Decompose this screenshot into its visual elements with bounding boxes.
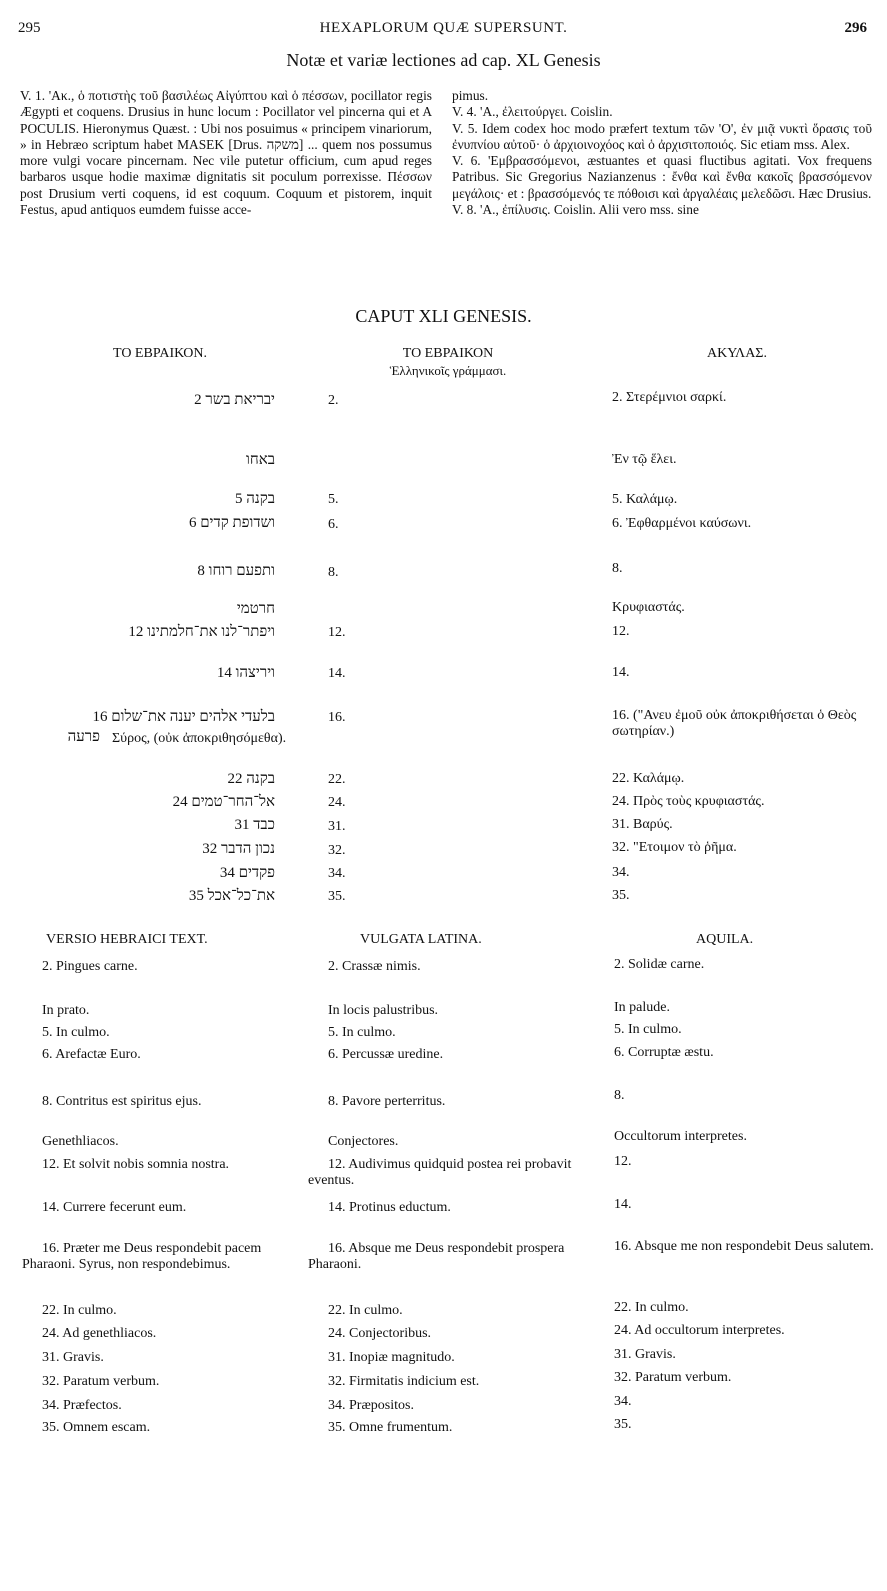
aquila-latin-cell: 31. Gravis. [614, 1347, 676, 1362]
chapter-heading: CAPUT XLI GENESIS. [355, 306, 532, 326]
versio-cell: 34. Præfectos. [42, 1398, 122, 1413]
note-paragraph: pimus. [452, 88, 489, 103]
hebrew-cell: ויפתר־לנו את־חלמתינו 12 [128, 624, 275, 640]
aquila-latin-cell: 24. Ad occultorum interpretes. [614, 1323, 785, 1338]
vulgata-cell: 8. Pavore perterritus. [328, 1094, 446, 1109]
versio-cell: 22. In culmo. [42, 1303, 117, 1318]
aquila-greek-cell: 2. Στερέμνιοι σαρκί. [612, 390, 727, 405]
aquila-greek-cell: 32. "Ετοιμον τὸ ῥῆμα. [612, 840, 737, 855]
aquila-greek-cell: 8. [612, 561, 623, 576]
hebrew-cell: באחו [246, 452, 275, 468]
hebrew-cell: חרטמי [236, 601, 275, 617]
hebrew-cell: את־כל־אכל 35 [188, 888, 275, 904]
verse-number-cell: 24. [328, 795, 346, 810]
versio-cell: 5. In culmo. [42, 1025, 110, 1040]
syriac-note-text: Σύρος, (οὐκ ἀποκριθησόμεθα). [112, 731, 287, 746]
versio-cell: 2. Pingues carne. [42, 959, 138, 974]
vulgata-cell: 2. Crassæ nimis. [328, 959, 421, 974]
vulgata-cell: 35. Omne frumentum. [328, 1420, 453, 1435]
aquila-latin-cell: 34. [614, 1394, 632, 1409]
hebrew-cell: יבריאת בשר 2 [194, 392, 275, 408]
aquila-greek-cell: 16. ("Ανευ ἐμοῦ οὐκ ἀποκριθήσεται ὁ Θεὸς σωτηρίαν.) [612, 708, 857, 739]
hebrew-cell: כבד 31 [234, 817, 275, 833]
aquila-latin-cell: 5. In culmo. [614, 1022, 682, 1037]
col-header-hebrew-greek-sub: Ἑλληνικοῖς γράμμασι. [389, 363, 507, 378]
vulgata-cell: 22. In culmo. [328, 1303, 403, 1318]
aquila-greek-cell: 12. [612, 624, 630, 639]
hebrew-cell: נכון הדבר 32 [202, 841, 275, 857]
aquila-latin-cell: 32. Paratum verbum. [614, 1370, 732, 1385]
versio-cell: 14. Currere fecerunt eum. [42, 1200, 187, 1215]
versio-cell: 6. Arefactæ Euro. [42, 1047, 141, 1062]
aquila-latin-cell: 8. [614, 1088, 625, 1103]
verse-number-cell: 35. [328, 889, 346, 904]
verse-number-cell: 12. [328, 625, 346, 640]
hebrew-cell: ויריצהו 14 [216, 665, 275, 681]
notes-left-column [20, 88, 432, 218]
note-paragraph: V. 4. 'Α., ἐλειτούργει. Coislin. [452, 104, 613, 120]
versio-cell: 16. Præter me Deus respondebit pacem Pharaoni. Syrus, non respondebimus. [22, 1241, 262, 1272]
aquila-greek-cell: 5. Καλάμῳ. [612, 492, 678, 507]
col-header-hebrew: ΤΟ ΕΒΡΑΙΚΟΝ. [113, 346, 207, 361]
hebrew-cell: בלעדי אלהים יענה את־שלום 16 [92, 709, 275, 725]
hebrew-cell: בקנה 22 [227, 771, 275, 787]
verse-number-cell: 32. [328, 843, 346, 858]
vulgata-cell: 6. Percussæ uredine. [328, 1047, 444, 1062]
versio-cell: 24. Ad genethliacos. [42, 1326, 157, 1341]
vulgata-cell: 5. In culmo. [328, 1025, 396, 1040]
aquila-latin-cell: 12. [614, 1154, 632, 1169]
aquila-greek-cell: 6. Ἐφθαρμένοι καύσωνι. [612, 516, 752, 531]
versio-cell: 8. Contritus est spiritus ejus. [42, 1094, 202, 1109]
versio-cell: Genethliacos. [42, 1134, 119, 1149]
col-header-versio-hebraici: VERSIO HEBRAICI TEXT. [46, 932, 208, 947]
vulgata-cell: 12. Audivimus quidquid postea rei probavit eventus. [308, 1157, 572, 1188]
hebrew-cell: בקנה 5 [234, 491, 275, 507]
vulgata-cell: Conjectores. [328, 1134, 399, 1149]
hebrew-cell-continuation: פרעה [67, 729, 100, 745]
aquila-greek-cell: Κρυφιαστάς. [612, 600, 685, 615]
note-paragraph: V. 1. 'Ακ., ὁ ποτιστὴς τοῦ βασιλέως Αἰγύπτου καὶ ὁ πέσσων, pocillator regis Ægypti et coquens. Drusius in hunc locum : Pocillator vel pincerna qui et A POCULIS. Hieronymus Quæst. : Ubi nos posuimus « principem vinariorum, » in Hebræo scriptum habet MASEK [Drus. משקה] ... quem nos possumus more vulgi vocare pincernam. Nec vile putetur officium, cum apud reges barbaros usque hodie maximæ dignitatis sit poculum porrexisse. Πέσσων post Drusium verti coquens, id est coquum. Coquum et pistorem, inquit Festus, apud antiquos eumdem fuisse acce- [20, 88, 433, 218]
hebrew-cell: פקדים 34 [219, 865, 275, 881]
col-header-aquila-greek: ΑΚΥΛΑΣ. [707, 346, 767, 361]
notes-right-column [452, 88, 872, 218]
col-header-hebrew-greek: ΤΟ ΕΒΡΑΙΚΟΝ [402, 346, 494, 361]
aquila-latin-cell: 35. [614, 1417, 632, 1432]
hebrew-cell: אל־החר־טמים 24 [172, 794, 275, 810]
note-paragraph: V. 8. 'Α., ἐπίλυσις. Coislin. Alii vero mss. sine [452, 202, 699, 218]
aquila-greek-cell: 14. [612, 665, 630, 680]
vulgata-cell: 24. Conjectoribus. [328, 1326, 432, 1341]
vulgata-cell: 32. Firmitatis indicium est. [328, 1374, 480, 1389]
aquila-latin-cell: 16. Absque me non respondebit Deus salutem. [614, 1239, 874, 1254]
aquila-greek-cell: 24. Πρὸς τοὺς κρυφιαστάς. [612, 794, 765, 809]
note-paragraph: V. 5. Idem codex hoc modo præfert textum τῶν 'Ο', ἐν μιᾷ νυκτὶ ὅρασις τοῦ ἐνυπνίου αὐτοῦ· ὁ ἀρχιοινοχόος καὶ ὁ ἀρχισιτοποιός. Sic etiam mss. Alex. [452, 120, 872, 152]
page-number-right: 296 [844, 20, 867, 36]
vulgata-cell: In locis palustribus. [328, 1003, 439, 1018]
aquila-latin-cell: Occultorum interpretes. [614, 1129, 747, 1144]
verse-number-cell: 2. [328, 393, 339, 408]
versio-cell: 12. Et solvit nobis somnia nostra. [42, 1157, 230, 1172]
versio-cell: 32. Paratum verbum. [42, 1374, 160, 1389]
versio-cell: In prato. [42, 1003, 90, 1018]
note-paragraph: V. 6. 'Εμβρασσόμενοι, æstuantes et quasi fluctibus agitati. Vox frequens Patribus. Sic Gregorius Nazianzenus : ἔνθα καὶ ἔνθα κακοῖς βρασσόμενον μεγάλοις· et : βρασσόμενός τε πόθοισι καὶ ἀργαλέαις μελεδῶσι. Hæc Drusius. [452, 153, 872, 201]
vulgata-cell: 14. Protinus eductum. [328, 1200, 451, 1215]
col-header-aquila-latin: AQUILA. [696, 932, 754, 947]
page-number-left: 295 [18, 20, 41, 36]
aquila-latin-cell: 22. In culmo. [614, 1300, 689, 1315]
aquila-greek-cell: 22. Καλάμῳ. [612, 771, 685, 786]
versio-cell: 35. Omnem escam. [42, 1420, 151, 1435]
vulgata-cell: 16. Absque me Deus respondebit prospera Pharaoni. [308, 1241, 565, 1272]
aquila-latin-cell: 6. Corruptæ æstu. [614, 1045, 714, 1060]
hebrew-cell: ותפעם רוחו 8 [197, 563, 275, 579]
verse-number-cell: 14. [328, 666, 346, 681]
syriac-note [112, 730, 312, 747]
running-title: HEXAPLORUM QUÆ SUPERSUNT. [319, 20, 568, 36]
verse-number-cell: 16. [328, 710, 346, 725]
aquila-latin-cell: 14. [614, 1197, 632, 1212]
verse-number-cell: 8. [328, 565, 339, 580]
vulgata-cell: 34. Præpositos. [328, 1398, 414, 1413]
verse-number-cell: 22. [328, 772, 346, 787]
aquila-greek-cell: 31. Βαρύς. [612, 817, 673, 832]
aquila-greek-cell: Ἐν τῷ ἕλει. [612, 452, 677, 467]
section-subtitle: Notæ et variæ lectiones ad cap. XL Genesis [286, 50, 601, 70]
aquila-greek-cell: 34. [612, 865, 630, 880]
verse-number-cell: 5. [328, 492, 339, 507]
vulgata-cell: 31. Inopiæ magnitudo. [328, 1350, 455, 1365]
verse-number-cell: 34. [328, 866, 346, 881]
aquila-latin-cell: In palude. [614, 1000, 670, 1015]
aquila-latin-cell: 2. Solidæ carne. [614, 957, 705, 972]
versio-cell: 31. Gravis. [42, 1350, 104, 1365]
hebrew-cell: ושדופת קדים 6 [188, 515, 275, 531]
verse-number-cell: 6. [328, 517, 339, 532]
col-header-vulgata: VULGATA LATINA. [360, 932, 482, 947]
aquila-greek-cell: 35. [612, 888, 630, 903]
verse-number-cell: 31. [328, 819, 346, 834]
